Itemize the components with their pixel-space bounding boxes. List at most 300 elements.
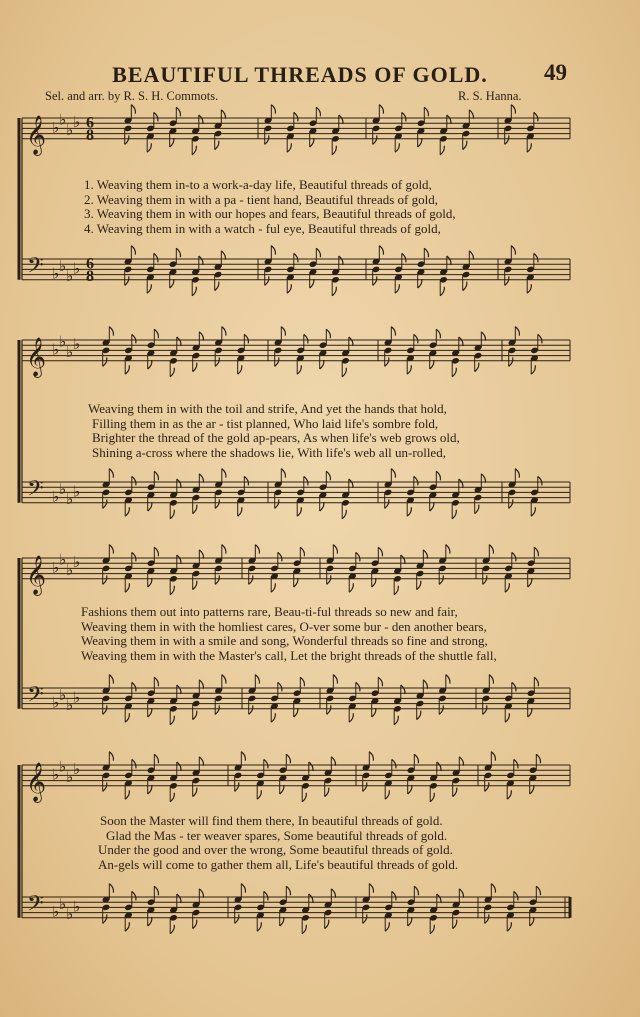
note-flag — [325, 920, 329, 929]
note-flag — [148, 785, 152, 794]
note-flag — [430, 360, 434, 369]
note-flag — [154, 253, 158, 262]
song-title: BEAUTIFUL THREADS OF GOLD. — [112, 62, 488, 87]
note-flag — [320, 360, 324, 369]
note-flag — [177, 337, 181, 346]
note-flag — [125, 507, 129, 516]
flat-icon: ♭ — [52, 340, 60, 359]
flat-icon: ♭ — [66, 905, 74, 924]
note-flag — [221, 251, 225, 260]
note-flag — [414, 476, 418, 485]
bass-clef-icon: 𝄢 — [27, 891, 44, 922]
flat-icon: ♭ — [66, 267, 74, 286]
note-flag — [294, 112, 298, 121]
note-flag — [176, 248, 180, 257]
note-flag — [131, 246, 135, 255]
treble-clef-icon: 𝄞 — [26, 336, 47, 377]
note-flag — [294, 708, 298, 717]
note-flag — [325, 788, 329, 797]
treble-clef-icon: 𝄞 — [26, 761, 47, 802]
note-flag — [439, 705, 443, 714]
note-flag — [103, 914, 107, 923]
note-flag — [505, 713, 509, 722]
note-flag — [527, 284, 531, 293]
note-flag — [199, 680, 203, 689]
flat-icon: ♭ — [59, 332, 67, 351]
note-flag — [286, 886, 290, 895]
note-flag — [414, 334, 418, 343]
note-flag — [125, 135, 129, 144]
composer-credit: R. S. Hanna. — [458, 89, 522, 103]
note-flag — [193, 363, 197, 372]
note-flag — [193, 788, 197, 797]
note-flag — [222, 469, 226, 478]
note-flag — [372, 708, 376, 717]
note-flag — [271, 713, 275, 722]
note-flag — [302, 793, 306, 802]
note-flag — [326, 471, 330, 480]
note-flag — [257, 922, 261, 931]
note-flag — [300, 677, 304, 686]
note-flag — [356, 552, 360, 561]
note-flag — [446, 675, 450, 684]
note-flag — [392, 891, 396, 900]
note-flag — [148, 917, 152, 926]
flat-icon: ♭ — [73, 259, 81, 278]
note-flag — [199, 889, 203, 898]
note-flag — [349, 479, 353, 488]
note-flag — [437, 894, 441, 903]
note-flag — [534, 677, 538, 686]
note-flag — [304, 476, 308, 485]
note-flag — [481, 474, 485, 483]
note-flag — [193, 581, 197, 590]
note-flag — [332, 287, 336, 296]
note-flag — [300, 547, 304, 556]
note-flag — [199, 332, 203, 341]
note-flag — [452, 368, 456, 377]
note-flag — [469, 110, 473, 119]
verse-block-3 — [81, 605, 497, 663]
note-flag — [170, 138, 174, 147]
note-flag — [511, 246, 515, 255]
note-flag — [316, 248, 320, 257]
verse-block-4 — [98, 814, 458, 872]
verse-line: Soon the Master will find them there, In beautiful threads of gold. — [100, 813, 443, 828]
note-flag — [423, 550, 427, 559]
note-flag — [378, 547, 382, 556]
verse-line: Weaving them in with a smile and song, Wonderful threads so fine and strong, — [81, 633, 488, 649]
note-flag — [538, 334, 542, 343]
note-flag — [536, 754, 540, 763]
note-flag — [446, 545, 450, 554]
note-flag — [379, 246, 383, 255]
note-flag — [154, 112, 158, 121]
note-flag — [332, 146, 336, 155]
note-flag — [402, 253, 406, 262]
note-flag — [483, 705, 487, 714]
time-signature-bottom: 8 — [86, 126, 94, 144]
note-flag — [177, 762, 181, 771]
note-flag — [109, 884, 113, 893]
note-flag — [424, 248, 428, 257]
note-flag — [475, 363, 479, 372]
note-flag — [372, 578, 376, 587]
note-flag — [154, 677, 158, 686]
note-flag — [280, 917, 284, 926]
note-flag — [430, 793, 434, 802]
note-flag — [514, 891, 518, 900]
bass-clef-icon: 𝄢 — [27, 253, 44, 284]
note-flag — [199, 474, 203, 483]
note-flag — [505, 276, 509, 285]
note-flag — [271, 105, 275, 114]
page-number: 49 — [544, 60, 567, 85]
verse-line: 2. Weaving them in with a pa - tient hand, Beautiful threads of gold, — [84, 191, 438, 207]
note-flag — [331, 889, 335, 898]
flat-icon: ♭ — [73, 335, 81, 354]
note-flag — [297, 365, 301, 374]
note-flag — [215, 575, 219, 584]
note-flag — [177, 479, 181, 488]
note-flag — [489, 675, 493, 684]
note-flag — [447, 115, 451, 124]
note-flag — [287, 143, 291, 152]
note-flag — [440, 146, 444, 155]
note-flag — [333, 675, 337, 684]
note-flag — [424, 107, 428, 116]
note-flag — [215, 499, 219, 508]
note-flag — [373, 276, 377, 285]
note-flag — [132, 476, 136, 485]
note-flag — [264, 759, 268, 768]
note-flag — [222, 327, 226, 336]
note-flag — [491, 752, 495, 761]
flat-icon: ♭ — [52, 558, 60, 577]
note-flag — [385, 357, 389, 366]
note-flag — [275, 357, 279, 366]
note-flag — [249, 705, 253, 714]
verse-line: Weaving them in with the homliest cares, O-ver some bur - den another bears, — [81, 618, 487, 634]
note-flag — [148, 360, 152, 369]
verse-line: 4. Weaving them in with a watch - ful eye, Beautiful threads of gold, — [84, 220, 441, 236]
note-flag — [310, 279, 314, 288]
note-flag — [294, 578, 298, 587]
note-flag — [103, 357, 107, 366]
note-flag — [192, 287, 196, 296]
verse-line: An-gels will come to gather them all, Life's beautiful threads of gold. — [98, 856, 459, 872]
note-flag — [109, 469, 113, 478]
note-flag — [125, 276, 129, 285]
note-flag — [475, 505, 479, 514]
note-flag — [177, 555, 181, 564]
note-flag — [439, 575, 443, 584]
flat-icon: ♭ — [59, 110, 67, 129]
note-flag — [241, 884, 245, 893]
note-flag — [170, 279, 174, 288]
note-flag — [125, 922, 129, 931]
flat-icon: ♭ — [66, 121, 74, 139]
bass-clef-icon: 𝄢 — [27, 682, 44, 713]
verse-block-1 — [84, 178, 456, 236]
note-flag — [193, 505, 197, 514]
note-flag — [244, 334, 248, 343]
note-flag — [170, 510, 174, 519]
time-signature-top: 6 — [86, 114, 94, 132]
note-flag — [394, 716, 398, 725]
note-flag — [459, 889, 463, 898]
verse-line: Under the good and over the wrong, Some beautiful threads of gold. — [98, 842, 453, 858]
flat-icon: ♭ — [52, 902, 60, 921]
note-flag — [154, 886, 158, 895]
note-flag — [401, 555, 405, 564]
note-flag — [395, 284, 399, 293]
note-flag — [199, 757, 203, 766]
note-flag — [148, 708, 152, 717]
note-flag — [379, 105, 383, 114]
note-flag — [249, 575, 253, 584]
note-flag — [333, 545, 337, 554]
note-flag — [414, 754, 418, 763]
flat-icon: ♭ — [52, 118, 60, 137]
verse-line: 1. Weaving them in-to a work-a-day life, Beautiful threads of gold, — [84, 177, 432, 192]
flat-icon: ♭ — [59, 479, 67, 498]
flat-icon: ♭ — [73, 482, 81, 501]
note-flag — [394, 586, 398, 595]
note-flag — [437, 762, 441, 771]
note-flag — [235, 914, 239, 923]
time-signature-top: 6 — [86, 255, 94, 273]
note-flag — [536, 886, 540, 895]
note-flag — [132, 552, 136, 561]
flat-icon: ♭ — [59, 757, 67, 776]
note-flag — [170, 586, 174, 595]
note-flag — [238, 365, 242, 374]
note-flag — [255, 675, 259, 684]
note-flag — [125, 713, 129, 722]
note-flag — [125, 365, 129, 374]
note-flag — [215, 357, 219, 366]
verse-line: 3. Weaving them in with our hopes and fears, Beautiful threads of gold, — [84, 206, 456, 222]
note-flag — [148, 578, 152, 587]
note-flag — [331, 757, 335, 766]
note-flag — [304, 334, 308, 343]
note-flag — [408, 917, 412, 926]
note-flag — [221, 110, 225, 119]
note-flag — [363, 914, 367, 923]
note-flag — [264, 891, 268, 900]
note-flag — [265, 135, 269, 144]
note-flag — [294, 253, 298, 262]
verse-line: Weaving them in with the Master's call, Let the bright threads of the shuttle fall, — [81, 647, 497, 663]
note-flag — [132, 682, 136, 691]
flat-icon: ♭ — [59, 894, 67, 913]
note-flag — [509, 357, 513, 366]
note-flag — [215, 705, 219, 714]
note-flag — [407, 507, 411, 516]
note-flag — [459, 757, 463, 766]
flat-icon: ♭ — [73, 760, 81, 779]
note-flag — [459, 479, 463, 488]
note-flag — [132, 334, 136, 343]
note-flag — [199, 550, 203, 559]
note-flag — [391, 469, 395, 478]
note-flag — [109, 675, 113, 684]
treble-clef-icon: 𝄞 — [26, 114, 47, 155]
flat-icon: ♭ — [66, 343, 74, 361]
flat-icon: ♭ — [73, 688, 81, 707]
bass-clef-icon: 𝄢 — [27, 476, 44, 507]
note-flag — [423, 680, 427, 689]
note-flag — [514, 759, 518, 768]
note-flag — [430, 925, 434, 934]
note-flag — [515, 327, 519, 336]
note-flag — [199, 256, 203, 265]
note-flag — [528, 578, 532, 587]
note-flag — [265, 276, 269, 285]
note-flag — [257, 790, 261, 799]
note-flag — [481, 332, 485, 341]
note-flag — [401, 685, 405, 694]
note-flag — [271, 583, 275, 592]
note-flag — [369, 752, 373, 761]
flat-icon: ♭ — [52, 264, 60, 283]
note-flag — [527, 143, 531, 152]
note-flag — [339, 115, 343, 124]
note-flag — [459, 337, 463, 346]
note-flag — [103, 575, 107, 584]
note-flag — [199, 115, 203, 124]
note-flag — [280, 785, 284, 794]
note-flag — [309, 762, 313, 771]
note-flag — [309, 894, 313, 903]
note-flag — [507, 790, 511, 799]
note-flag — [109, 327, 113, 336]
note-flag — [489, 545, 493, 554]
note-flag — [342, 368, 346, 377]
note-flag — [177, 894, 181, 903]
note-flag — [109, 545, 113, 554]
note-flag — [154, 754, 158, 763]
note-flag — [148, 502, 152, 511]
note-flag — [440, 287, 444, 296]
note-flag — [271, 246, 275, 255]
verse-block-2 — [88, 402, 460, 460]
note-flag — [281, 469, 285, 478]
note-flag — [418, 279, 422, 288]
note-flag — [286, 754, 290, 763]
note-flag — [430, 502, 434, 511]
time-signature-bottom: 8 — [86, 267, 94, 285]
note-flag — [125, 583, 129, 592]
note-flag — [215, 282, 219, 291]
note-flag — [407, 365, 411, 374]
note-flag — [278, 552, 282, 561]
verse-line: Weaving them in with the toil and strife, And yet the hands that hold, — [88, 401, 447, 416]
flat-icon: ♭ — [66, 490, 74, 509]
note-flag — [103, 705, 107, 714]
flat-icon: ♭ — [66, 561, 74, 579]
note-flag — [538, 476, 542, 485]
note-flag — [512, 552, 516, 561]
note-flag — [447, 256, 451, 265]
note-flag — [109, 752, 113, 761]
flat-icon: ♭ — [73, 113, 81, 132]
note-flag — [255, 545, 259, 554]
flat-icon: ♭ — [59, 550, 67, 569]
note-flag — [530, 917, 534, 926]
note-flag — [349, 337, 353, 346]
note-flag — [278, 682, 282, 691]
note-flag — [363, 782, 367, 791]
note-flag — [531, 365, 535, 374]
note-flag — [281, 327, 285, 336]
note-flag — [436, 471, 440, 480]
note-flag — [395, 143, 399, 152]
note-flag — [131, 105, 135, 114]
note-flag — [154, 471, 158, 480]
flat-icon: ♭ — [73, 553, 81, 572]
verse-line: Brighter the thread of the gold ap-pears, As when life's web grows old, — [92, 430, 460, 446]
note-flag — [349, 713, 353, 722]
note-flag — [132, 759, 136, 768]
note-flag — [453, 788, 457, 797]
note-flag — [369, 884, 373, 893]
note-flag — [154, 547, 158, 556]
flat-icon: ♭ — [66, 768, 74, 786]
note-flag — [103, 782, 107, 791]
note-flag — [511, 105, 515, 114]
note-flag — [316, 107, 320, 116]
note-flag — [241, 752, 245, 761]
note-flag — [176, 107, 180, 116]
note-flag — [170, 925, 174, 934]
note-flag — [507, 922, 511, 931]
note-flag — [297, 507, 301, 516]
verse-line: Filling them in as the ar - tist planned, Who laid life's sombre fold, — [92, 415, 439, 431]
note-flag — [505, 135, 509, 144]
flat-icon: ♭ — [52, 765, 60, 784]
note-flag — [170, 716, 174, 725]
note-flag — [452, 510, 456, 519]
note-flag — [385, 922, 389, 931]
note-flag — [193, 711, 197, 720]
note-flag — [385, 790, 389, 799]
note-flag — [235, 782, 239, 791]
note-flag — [483, 575, 487, 584]
note-flag — [436, 329, 440, 338]
note-flag — [485, 914, 489, 923]
note-flag — [193, 920, 197, 929]
note-flag — [327, 575, 331, 584]
note-flag — [534, 112, 538, 121]
note-flag — [287, 284, 291, 293]
note-flag — [534, 253, 538, 262]
note-flag — [222, 675, 226, 684]
note-flag — [414, 886, 418, 895]
note-flag — [356, 682, 360, 691]
note-flag — [238, 507, 242, 516]
flat-icon: ♭ — [73, 897, 81, 916]
note-flag — [349, 583, 353, 592]
note-flag — [339, 256, 343, 265]
note-flag — [402, 112, 406, 121]
note-flag — [103, 499, 107, 508]
flat-icon: ♭ — [59, 685, 67, 704]
note-flag — [408, 785, 412, 794]
note-flag — [512, 682, 516, 691]
note-flag — [531, 507, 535, 516]
